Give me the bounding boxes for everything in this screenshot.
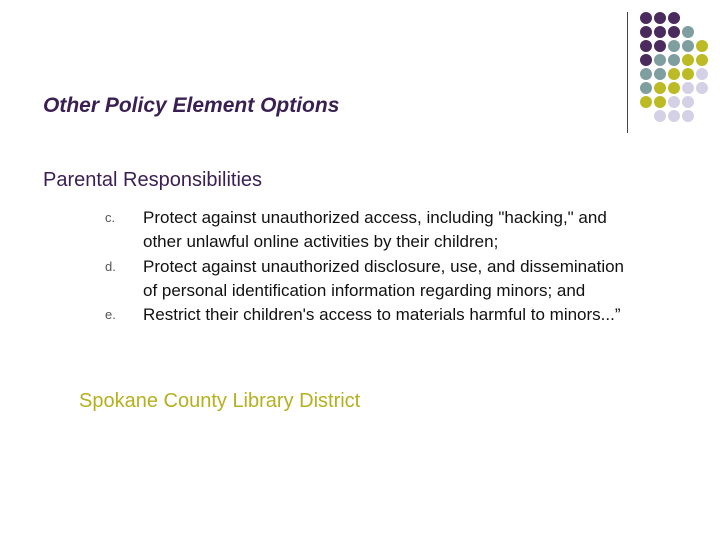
dot-lavender (682, 82, 694, 94)
responsibilities-list (105, 206, 625, 327)
list-marker: c. (105, 210, 116, 225)
dot-lavender (682, 96, 694, 108)
dot-olive (654, 82, 666, 94)
dot-olive (696, 40, 708, 52)
dot-teal (640, 68, 652, 80)
dot-lavender (696, 82, 708, 94)
dot-olive (640, 96, 652, 108)
dot-purple (654, 26, 666, 38)
dot-olive (682, 54, 694, 66)
dot-lavender (668, 96, 680, 108)
dot-olive (668, 82, 680, 94)
list-item (105, 206, 625, 255)
dot-purple (668, 12, 680, 24)
vertical-divider (627, 12, 628, 133)
dot-olive (682, 68, 694, 80)
dot-teal (668, 40, 680, 52)
dot-lavender (668, 110, 680, 122)
dot-olive (654, 96, 666, 108)
list-marker: d. (105, 258, 116, 274)
dot-olive (668, 68, 680, 80)
dot-teal (682, 26, 694, 38)
dot-teal (640, 82, 652, 94)
decorative-dot-grid (640, 12, 720, 122)
attribution: Spokane County Library District (79, 390, 361, 412)
dot-teal (654, 54, 666, 66)
slide-title: Other Policy Element Options (43, 94, 340, 117)
section-subtitle: Parental Responsibilities (43, 169, 263, 191)
dot-teal (654, 68, 666, 80)
dot-purple (640, 40, 652, 52)
dot-lavender (696, 68, 708, 80)
dot-teal (668, 54, 680, 66)
dot-teal (682, 40, 694, 52)
dot-purple (640, 12, 652, 24)
list-item-text: Protect against unauthorized disclosure, use, and dissemination of personal identification information regarding minors; and (143, 256, 625, 300)
dot-lavender (654, 110, 666, 122)
list-item-text: Protect against unauthorized access, including "hacking," and other unlawful online activities by their children; (143, 208, 607, 252)
dot-purple (654, 40, 666, 52)
dot-purple (668, 26, 680, 38)
dot-purple (640, 26, 652, 38)
dot-lavender (682, 110, 694, 122)
list-item (105, 255, 625, 304)
list-marker: e. (105, 307, 116, 323)
dot-purple (640, 54, 652, 66)
dot-olive (696, 54, 708, 66)
list-item (105, 303, 625, 327)
list-item-text: Restrict their children's access to materials harmful to minors...” (143, 305, 621, 325)
dot-purple (654, 12, 666, 24)
